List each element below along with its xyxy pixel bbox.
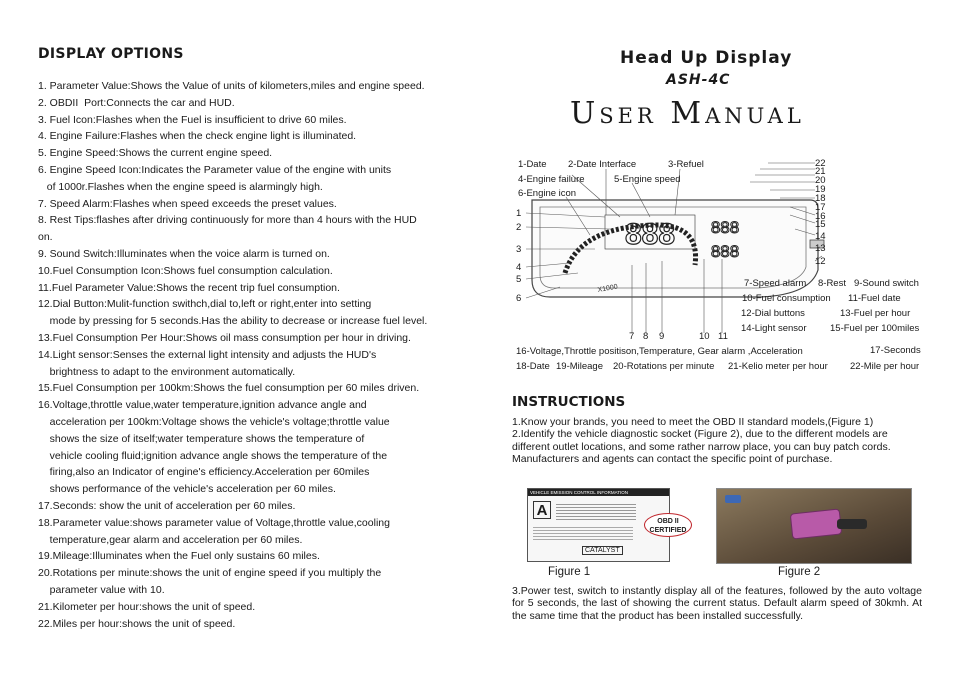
legend-entry: 22-Mile per hour <box>850 361 920 372</box>
legend-entry: 9-Sound switch <box>854 278 919 289</box>
display-option-line: 13.Fuel Consumption Per Hour:Shows oil mass consumption per hour in driving. <box>38 331 411 344</box>
display-option-line: 11.Fuel Parameter Value:Shows the recent trip fuel consumption. <box>38 281 340 294</box>
small-digits-bottom: 888 <box>710 242 740 261</box>
display-option-line: 8. Rest Tips:flashes after driving continuously for more than 4 hours with the HUD <box>38 214 417 227</box>
display-option-line: temperature,gear alarm and acceleration per 60 miles. <box>38 533 303 546</box>
legend-entry: 10-Fuel consumption <box>742 293 831 304</box>
catalyst-label: CATALYST <box>582 546 623 555</box>
legend-entry: 12-Dial buttons <box>741 308 805 319</box>
rpm-label: X1000 <box>597 283 619 294</box>
display-option-line: 3. Fuel Icon:Flashes when the Fuel is insufficient to drive 60 miles. <box>38 113 347 126</box>
callout-number: 11 <box>718 331 728 342</box>
legend-entry: 20-Rotations per minute <box>613 361 715 372</box>
figure-2-caption: Figure 2 <box>778 566 821 578</box>
obd-socket <box>790 508 842 539</box>
callout-number: 13 <box>815 243 826 254</box>
diagram-label: 6-Engine icon <box>518 188 577 199</box>
badge-line-2: CERTIFIED <box>649 527 687 534</box>
diagram-label: 1-Date <box>518 159 547 170</box>
callout-number: 5 <box>516 274 522 285</box>
legend-entry: 8-Rest <box>818 278 846 289</box>
legend-entry: 16-Voltage,Throttle positison,Temperature, Gear alarm ,Acceleration <box>516 346 803 357</box>
speed-digits: 888 <box>624 218 676 251</box>
display-option-line: 7. Speed Alarm:Flashes when speed exceeds the preset values. <box>38 197 337 210</box>
cable-plug <box>837 519 867 529</box>
callout-number: 16 <box>815 211 826 222</box>
legend-entry: 14-Light sensor <box>741 323 807 334</box>
legend-entry: 21-Kelio meter per hour <box>728 361 828 372</box>
legend-entry: 18-Date <box>516 361 550 372</box>
instructions-text <box>512 416 922 466</box>
display-option-line: brightness to adapt to the environment automatically. <box>38 365 296 378</box>
display-option-line: 19.Mileage:Illuminates when the Fuel only sustains 60 miles. <box>38 550 320 563</box>
display-option-line: 5. Engine Speed:Shows the current engine speed. <box>38 147 273 160</box>
display-option-line: 15.Fuel Consumption per 100km:Shows the fuel consumption per 60 miles driven. <box>38 382 420 395</box>
display-option-line: firing,also an Indicator of engine's efficiency.Acceleration per 60miles <box>38 466 370 479</box>
display-option-line: 10.Fuel Consumption Icon:Shows fuel consumption calculation. <box>38 264 333 277</box>
diagram-label: 3-Refuel <box>668 159 704 170</box>
diagram-label: 5-Engine speed <box>614 174 681 185</box>
display-option-line: 17.Seconds: show the unit of acceleration per 60 miles. <box>38 499 296 512</box>
callout-number: 10 <box>699 331 710 342</box>
display-option-line: 6. Engine Speed Icon:Indicates the Parameter value of the engine with units <box>38 163 392 176</box>
display-option-line: shows the size of itself;water temperature shows the temperature of <box>38 432 365 445</box>
diagram-label: 4-Engine failure <box>518 174 585 185</box>
callout-number: 22 <box>815 158 826 169</box>
instruction-note: Manufacturers and agents can contact the specific point of purchase. <box>512 453 833 466</box>
display-option-line: on. <box>38 231 53 244</box>
callout-number: 6 <box>516 293 522 304</box>
display-options-section <box>38 46 478 632</box>
callout-number: 4 <box>516 262 522 273</box>
display-option-line: 4. Engine Failure:Flashes when the check engine light is illuminated. <box>38 130 357 143</box>
callout-number: 2 <box>516 222 522 233</box>
obd-certified-badge <box>644 513 692 537</box>
legend-entry: 7-Speed alarm <box>744 278 807 289</box>
figure-2-obd-socket-photo <box>716 488 912 564</box>
emission-label-header: VEHICLE EMISSION CONTROL INFORMATION <box>528 489 669 496</box>
display-options-heading: DISPLAY OPTIONS <box>38 46 184 62</box>
display-option-line: 16.Voltage,throttle value,water temperature,ignition advance angle and <box>38 399 367 412</box>
display-options-list <box>38 78 478 632</box>
fine-print-block <box>533 525 633 541</box>
diagram-label: 2-Date Interface <box>568 159 637 170</box>
manual-title: User Manual <box>570 96 805 131</box>
display-option-line: 20.Rotations per minute:shows the unit of engine speed if you multiply the <box>38 567 382 580</box>
display-option-line: of 1000r.Flashes when the engine speed is alarmingly high. <box>38 180 323 193</box>
callout-number: 19 <box>815 184 826 195</box>
display-option-line: 14.Light sensor:Senses the external light intensity and adjusts the HUD's <box>38 348 377 361</box>
display-option-line: 21.Kilometer per hour:shows the unit of speed. <box>38 600 256 613</box>
legend-entry: 19-Mileage <box>556 361 603 372</box>
callout-number: 12 <box>815 256 826 267</box>
callout-number: 1 <box>516 208 522 219</box>
emission-class-letter: A <box>533 501 551 519</box>
callout-number: 3 <box>516 244 522 255</box>
badge-line-1: OBD II <box>657 518 679 525</box>
callout-number: 21 <box>815 166 826 177</box>
model-name: ASH-4C <box>666 72 731 88</box>
callout-number: 18 <box>815 193 826 204</box>
instruction-step-1: 1.Know your brands, you need to meet the OBD II standard models,(Figure 1) <box>512 416 874 428</box>
display-option-line: 12.Dial Button:Mulit-function swithch,dial to,left or right,enter into setting <box>38 298 372 311</box>
instruction-step-3: 3.Power test, switch to instantly display all of the features, followed by the auto voltage for 5 seconds, the last of showing the current status. Default alarm speed of 30kmh. At the same time that the product has been installed successfully. <box>512 585 922 622</box>
legend-entry: 17-Seconds <box>870 345 921 356</box>
display-option-line: acceleration per 100km:Voltage shows the vehicle's voltage;throttle value <box>38 415 390 428</box>
small-digits-top: 888 <box>710 218 740 237</box>
product-title: Head Up Display <box>620 48 793 68</box>
display-option-line: mode by pressing for 5 seconds.Has the ability to decrease or increase fuel level. <box>38 315 428 328</box>
fine-print-block <box>556 502 636 522</box>
display-option-line: 22.Miles per hour:shows the unit of speed. <box>38 617 236 630</box>
callout-number: 8 <box>643 331 649 342</box>
callout-number: 17 <box>815 202 826 213</box>
badge-sticker <box>725 495 741 503</box>
display-option-line: 2. OBDII Port:Connects the car and HUD. <box>38 96 235 109</box>
legend-entry: 13-Fuel per hour <box>840 308 911 319</box>
callout-number: 7 <box>629 331 635 342</box>
display-option-line: 18.Parameter value:shows parameter value of Voltage,throttle value,cooling <box>38 516 390 529</box>
callout-number: 15 <box>815 219 826 230</box>
figure-1-caption: Figure 1 <box>548 566 591 578</box>
legend-entry: 15-Fuel per 100miles <box>830 323 920 334</box>
callout-number: 20 <box>815 175 826 186</box>
instruction-step-2: 2.Identify the vehicle diagnostic socket (Figure 2), due to the different models are different outlet locations, and some rather narrow place, you can buy patch cords. <box>512 428 891 453</box>
callout-number: 9 <box>659 331 665 342</box>
display-option-line: parameter value with 10. <box>38 583 165 596</box>
display-option-line: 1. Parameter Value:Shows the Value of units of kilometers,miles and engine speed. <box>38 80 425 92</box>
display-option-line: shows performance of the vehicle's acceleration per 60 miles. <box>38 483 336 496</box>
display-option-line: vehicle cooling fluid;ignition advance angle shows the temperature of the <box>38 449 388 462</box>
instructions-heading: INSTRUCTIONS <box>512 394 626 410</box>
legend-entry: 11-Fuel date <box>848 293 901 304</box>
callout-number: 14 <box>815 231 826 242</box>
hud-diagram <box>510 155 930 380</box>
display-option-line: 9. Sound Switch:Illuminates when the voice alarm is turned on. <box>38 247 330 260</box>
